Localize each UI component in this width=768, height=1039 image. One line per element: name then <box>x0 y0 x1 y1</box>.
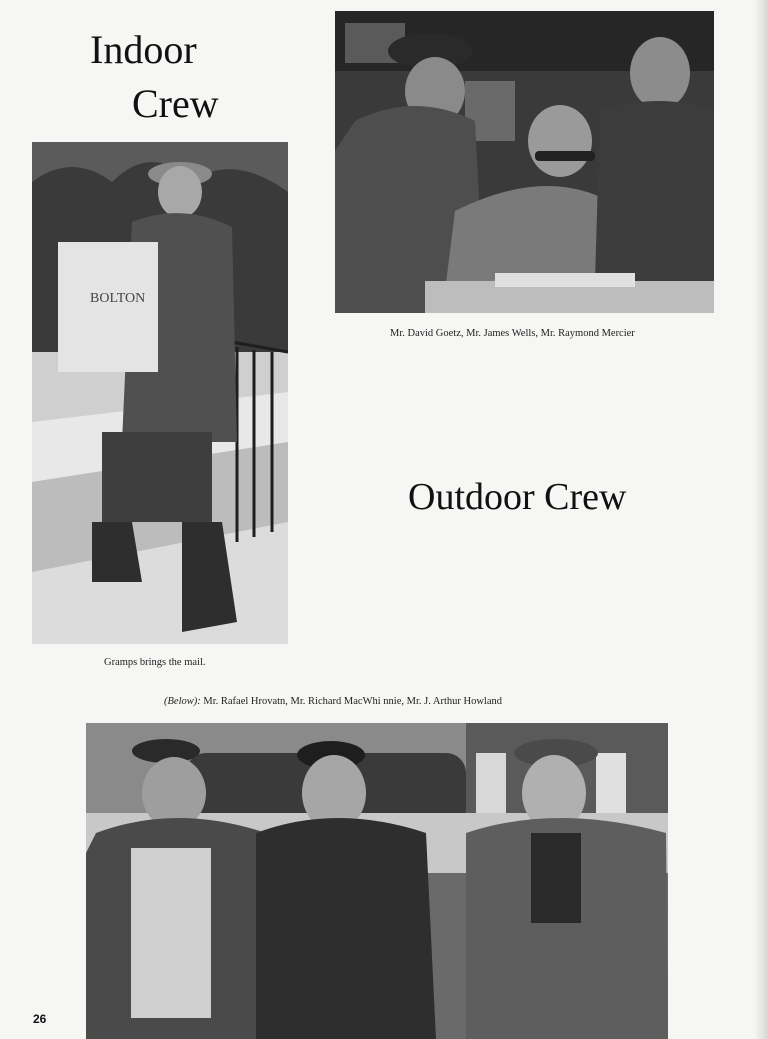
page-edge <box>754 0 768 1039</box>
indoor-crew-heading-line1: Indoor <box>90 27 197 72</box>
indoor-crew-caption: Mr. David Goetz, Mr. James Wells, Mr. Raymond Mercier <box>390 328 635 339</box>
outdoor-caption-names: Mr. Rafael Hrovatn, Mr. Richard MacWhi nnie, Mr. J. Arthur Howland <box>203 696 502 707</box>
gramps-caption: Gramps brings the mail. <box>104 657 206 668</box>
indoor-crew-photo <box>335 11 714 313</box>
box-label: BOLTON <box>90 291 146 306</box>
outdoor-crew-caption <box>164 696 502 707</box>
outdoor-caption-lead: (Below): <box>164 696 201 707</box>
gramps-photo <box>32 142 288 644</box>
outdoor-crew-heading: Outdoor Crew <box>408 476 627 518</box>
indoor-crew-heading-line2: Crew <box>132 81 219 126</box>
outdoor-crew-photo <box>86 723 668 1039</box>
page-number: 26 <box>33 1012 47 1026</box>
